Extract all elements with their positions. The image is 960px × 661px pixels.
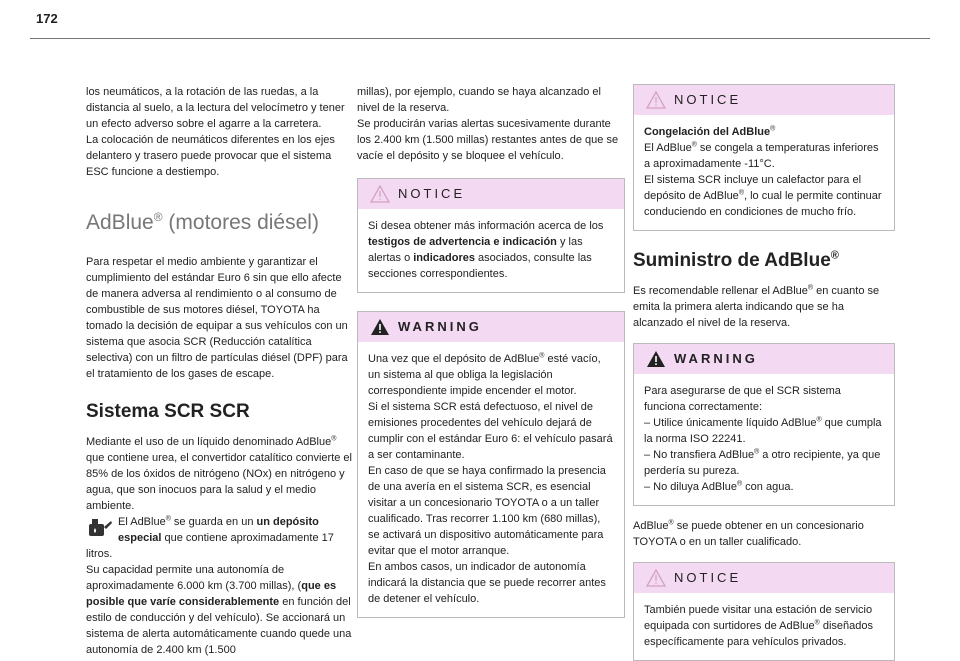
fuel-nozzle-icon bbox=[86, 514, 114, 540]
warning-header bbox=[634, 344, 894, 374]
page-number: 172 bbox=[36, 11, 58, 26]
scr-paragraph-2: El AdBlue® se guarda en un un depósito especial que contiene aproximadamente 17 litros. bbox=[86, 515, 334, 560]
notice-box-freezing bbox=[633, 84, 895, 231]
intro-paragraph: los neumáticos, a la rotación de las ruedas, a la distancia al suelo, a la lectura del velocímetro y tener un efecto adverso sobre el agarre a la carretera. bbox=[86, 86, 345, 130]
continued-paragraph-1: millas), por ejemplo, cuando se haya alcanzado el nivel de la reserva. bbox=[357, 86, 601, 114]
warning-body: Para asegurarse de que el SCR sistema funciona correctamente: – Utilice únicamente líquido AdBlue® que cumpla la norma ISO 22241. – No transfiera AdBlue® a otro recipiente, ya que perdería su pureza. – No diluya AdBlue® con agua. bbox=[644, 385, 882, 493]
notice-body: Si desea obtener más información acerca de los testigos de advertencia e indicación y las alertas o indicadores asociados, consulte las secciones correspondientes. bbox=[368, 220, 604, 280]
scr-paragraph-3: Su capacidad permite una autonomía de aproximadamente 6.000 km (3.700 millas), (que es posible que varíe considerablemente en función del estilo de conducción y del vehículo). Se accionará un sistema de alerta automáticamente cuando quede una autonomía de 2.400 km (1.500 bbox=[86, 564, 352, 656]
adblue-paragraph: Para respetar el medio ambiente y garantizar el cumplimiento del estándar Euro 6 sin que ello afecte de manera adversa al rendimiento o al consumo de combustible de sus motores diésel, TOYOTA ha tomado la decisión de equipar a sus vehículos con un sistema que asocia SCR (Reducción catalítica selectiva) con un filtro de partículas diésel (DPF) para el tratamiento de los gases de escape. bbox=[86, 256, 348, 380]
notice-header bbox=[358, 179, 624, 209]
intro-paragraph-2: La colocación de neumáticos diferentes en los ejes delantero y trasero puede provocar que el sistema ESC funcione a destiempo. bbox=[86, 134, 335, 178]
warning-triangle-outline-icon bbox=[646, 91, 666, 109]
column-1 bbox=[86, 84, 354, 658]
supply-heading: Suministro de AdBlue® bbox=[633, 249, 839, 271]
warning-box bbox=[357, 311, 625, 618]
notice-title: NOTICE bbox=[674, 570, 742, 585]
column-2 bbox=[357, 84, 625, 618]
warning-title: WARNING bbox=[674, 351, 758, 366]
notice-title: NOTICE bbox=[674, 92, 742, 107]
supply-paragraph: Es recomendable rellenar el AdBlue® en cuanto se emita la primera alerta indicando que se ha alcanzado el nivel de la reserva. bbox=[633, 284, 880, 329]
continued-paragraph-2: Se producirán varias alertas sucesivamente durante los 2.400 km (1.500 millas) restantes antes de que se vacíe el depósito y se bloquee el vehículo. bbox=[357, 118, 619, 162]
warning-title: WARNING bbox=[398, 319, 482, 334]
notice-header bbox=[634, 563, 894, 593]
notice-box bbox=[357, 178, 625, 293]
warning-triangle-filled-icon bbox=[646, 350, 666, 368]
warning-box-supply bbox=[633, 343, 895, 506]
warning-triangle-outline-icon bbox=[370, 185, 390, 203]
column-3 bbox=[633, 84, 895, 661]
scr-paragraph-1: Mediante el uso de un líquido denominado AdBlue® que contiene urea, el convertidor catalítico convierte el 85% de los óxidos de nitrógeno (NOx) en nitrógeno y agua, que son inocuos para la salud y el medio ambiente. bbox=[86, 435, 352, 512]
warning-triangle-outline-icon bbox=[646, 569, 666, 587]
notice-body: También puede visitar una estación de servicio equipada con surtidores de AdBlue® diseñados específicamente para vehículos privados. bbox=[644, 604, 874, 648]
availability-paragraph: AdBlue® se puede obtener en un concesionario TOYOTA o en un taller cualificado. bbox=[633, 519, 864, 548]
warning-triangle-filled-icon bbox=[370, 318, 390, 336]
notice-box-station bbox=[633, 562, 895, 661]
notice-body: Congelación del AdBlue® El AdBlue® se congela a temperaturas inferiores a aproximadamente -11°C. El sistema SCR incluye un calefactor para el depósito de AdBlue®, lo cual le permite continuar conduciendo en condiciones de mucho frío. bbox=[644, 125, 882, 218]
warning-header bbox=[358, 312, 624, 342]
header-rule bbox=[30, 38, 930, 39]
warning-body: Una vez que el depósito de AdBlue® esté vacío, un sistema al que obliga la legislación correspondiente impide encender el motor. Si el sistema SCR está defectuoso, el nivel de emisiones procedentes del vehículo dejará de cumplir con el estándar Euro 6: el vehículo pasará a ser contaminante. En caso de que se haya confirmado la presencia de una avería en el sistema SCR, es esencial visitar a un concesionario TOYOTA o a un taller cualificado. Tras recorrer 1.100 km (680 millas), se activará un dispositivo automáticamente para evitar que el motor arranque. En ambos casos, un indicador de autonomía indicará la distancia que se puede recorrer antes de detener el vehículo. bbox=[368, 352, 613, 605]
scr-heading: Sistema SCR SCR bbox=[86, 401, 250, 422]
notice-title: NOTICE bbox=[398, 186, 466, 201]
adblue-heading: AdBlue® (motores diésel) bbox=[86, 210, 319, 234]
notice-header bbox=[634, 85, 894, 115]
